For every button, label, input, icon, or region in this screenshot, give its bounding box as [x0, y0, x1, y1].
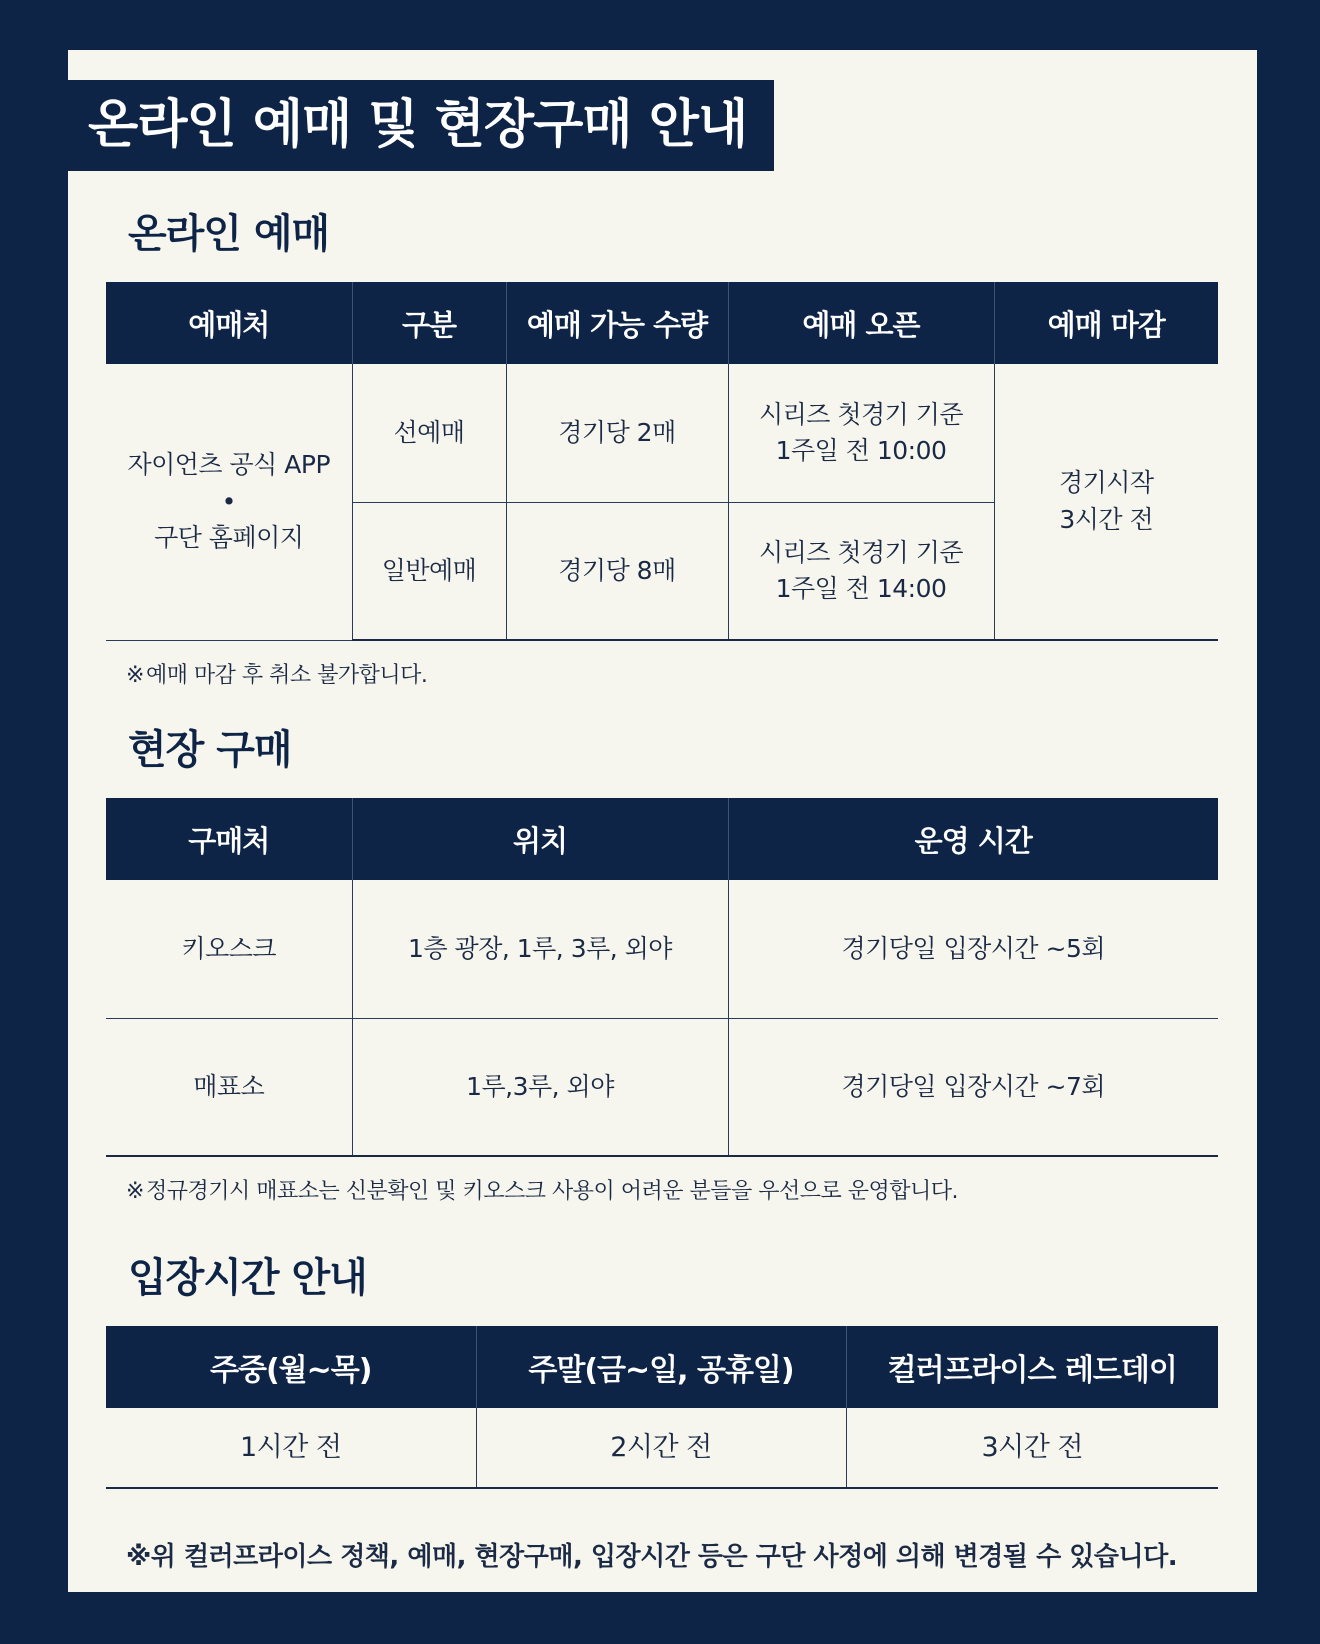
- hours-cell: 경기당일 입장시간 ~5회: [728, 880, 1218, 1018]
- footer-note: ※위 컬러프라이스 정책, 예매, 현장구매, 입장시간 등은 구단 사정에 의해 변경될 수 있습니다.: [126, 1542, 1178, 1572]
- location-cell: 1층 광장, 1루, 3루, 외야: [352, 880, 728, 1018]
- table-header-row: [106, 1326, 1218, 1408]
- info-card: [68, 50, 1257, 1592]
- table-row: [106, 1018, 1218, 1156]
- location-cell: 1루,3루, 외야: [352, 1018, 728, 1156]
- open-cell: [728, 364, 994, 502]
- online-note-text: 예매 마감 후 취소 불가합니다.: [145, 663, 428, 688]
- header-location: 위치: [352, 798, 728, 880]
- header-hours: 운영 시간: [728, 798, 1218, 880]
- table-row: [106, 364, 1218, 502]
- table-header-row: [106, 282, 1218, 364]
- hours-cell: 경기당일 입장시간 ~7회: [728, 1018, 1218, 1156]
- onsite-note-text: 정규경기시 매표소는 신분확인 및 키오스크 사용이 어려운 분들을 우선으로 운영합니다.: [145, 1179, 958, 1204]
- place-cell: 키오스크: [106, 880, 352, 1018]
- quantity-cell: 경기당 2매: [506, 364, 728, 502]
- weekend-value: 2시간 전: [476, 1408, 846, 1488]
- header-quantity: 예매 가능 수량: [506, 282, 728, 364]
- onsite-purchase-table: [106, 798, 1218, 1157]
- table-header-row: [106, 798, 1218, 880]
- header-weekday: 주중(월~목): [106, 1326, 476, 1408]
- vendor-app: 자이언츠 공식 APP: [127, 450, 331, 480]
- onsite-note: [126, 1174, 958, 1205]
- close-cell: [994, 364, 1218, 640]
- red-day-value: 3시간 전: [846, 1408, 1218, 1488]
- page-title: 온라인 예매 및 현장구매 안내: [68, 80, 774, 171]
- header-open: 예매 오픈: [728, 282, 994, 364]
- place-cell: 매표소: [106, 1018, 352, 1156]
- online-note: [126, 658, 427, 689]
- weekday-value: 1시간 전: [106, 1408, 476, 1488]
- open-cell: [728, 502, 994, 640]
- open-line1: 시리즈 첫경기 기준: [758, 537, 964, 567]
- table-row: [106, 1408, 1218, 1488]
- type-cell: 선예매: [352, 364, 506, 502]
- header-place: 구매처: [106, 798, 352, 880]
- online-reservation-table: [106, 282, 1218, 641]
- vendor-homepage: 구단 홈페이지: [154, 522, 304, 552]
- entry-section-heading: 입장시간 안내: [128, 1255, 367, 1301]
- header-weekend: 주말(금~일, 공휴일): [476, 1326, 846, 1408]
- table-row: [106, 880, 1218, 1018]
- type-cell: 일반예매: [352, 502, 506, 640]
- vendor-dot: •: [221, 486, 236, 516]
- vendor-cell: [106, 364, 352, 640]
- entry-time-table: [106, 1326, 1218, 1489]
- open-line1: 시리즈 첫경기 기준: [758, 399, 964, 429]
- note-mark: ※: [126, 1179, 144, 1204]
- close-line2: 3시간 전: [1059, 504, 1154, 534]
- onsite-section-heading: 현장 구매: [128, 727, 292, 773]
- header-vendor: 예매처: [106, 282, 352, 364]
- quantity-cell: 경기당 8매: [506, 502, 728, 640]
- note-mark: ※: [126, 663, 144, 688]
- close-line1: 경기시작: [1058, 468, 1154, 498]
- online-section-heading: 온라인 예매: [128, 211, 330, 257]
- open-line2: 1주일 전 14:00: [775, 573, 947, 603]
- open-line2: 1주일 전 10:00: [775, 435, 947, 465]
- header-red-day: 컬러프라이스 레드데이: [846, 1326, 1218, 1408]
- header-type: 구분: [352, 282, 506, 364]
- header-close: 예매 마감: [994, 282, 1218, 364]
